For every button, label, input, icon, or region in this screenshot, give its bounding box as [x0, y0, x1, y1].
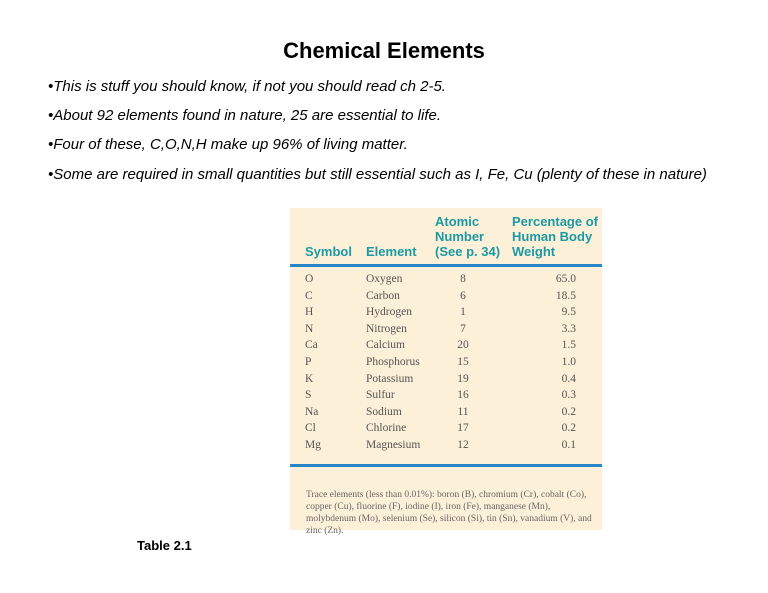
table-row [290, 356, 602, 372]
page-title: Chemical Elements [283, 38, 485, 63]
cell-symbol: H [305, 306, 314, 319]
table-row [290, 306, 602, 322]
cell-element: Nitrogen [366, 322, 407, 335]
cell-element: Carbon [366, 289, 400, 302]
bullet-4: •Some are required in small quantities but still essential such as I, Fe, Cu (plenty of these in nature) [48, 166, 707, 183]
header-rule [290, 264, 602, 267]
cell-percentage: 9.5 [561, 306, 576, 319]
cell-atomic-number: 17 [457, 422, 469, 435]
cell-atomic-number: 16 [457, 389, 469, 402]
cell-atomic-number: 11 [457, 405, 469, 418]
cell-percentage: 0.4 [561, 372, 576, 385]
cell-atomic-number: 20 [457, 339, 469, 352]
cell-element: Potassium [366, 372, 414, 385]
cell-symbol: Ca [305, 339, 318, 352]
cell-percentage: 0.3 [561, 389, 576, 402]
cell-percentage: 1.5 [561, 339, 576, 352]
footer-rule [290, 464, 602, 467]
table-row [290, 389, 602, 405]
cell-percentage: 1.0 [561, 356, 576, 368]
cell-element: Oxygen [366, 273, 403, 285]
cell-symbol: Na [305, 405, 319, 418]
bullet-1: •This is stuff you should know, if not you should read ch 2-5. [48, 78, 446, 95]
header-percentage: Percentage of Human Body Weight [512, 214, 598, 259]
table-row [290, 406, 602, 422]
cell-element: Calcium [366, 339, 405, 352]
cell-atomic-number: 12 [457, 439, 469, 451]
cell-percentage: 0.2 [561, 405, 576, 418]
cell-atomic-number: 19 [457, 372, 469, 385]
cell-symbol: Cl [305, 422, 316, 435]
cell-element: Magnesium [366, 439, 421, 451]
header-atomic-number: Atomic Number (See p. 34) [435, 214, 501, 259]
cell-percentage: 65.0 [555, 273, 576, 285]
cell-percentage: 0.1 [561, 439, 576, 451]
cell-element: Sulfur [366, 389, 395, 402]
cell-percentage: 3.3 [561, 322, 576, 335]
header-symbol: Symbol [305, 244, 352, 259]
table-row [290, 323, 602, 339]
cell-element: Phosphorus [366, 356, 420, 368]
bullet-3: •Four of these, C,O,N,H make up 96% of living matter. [48, 136, 408, 153]
table-row [290, 439, 602, 455]
cell-symbol: K [305, 372, 314, 385]
table-row [290, 373, 602, 389]
cell-percentage: 0.2 [561, 422, 576, 435]
cell-symbol: O [305, 273, 314, 285]
cell-atomic-number: 6 [460, 289, 466, 302]
cell-element: Sodium [366, 405, 402, 418]
table-row [290, 290, 602, 306]
table-caption: Table 2.1 [137, 538, 192, 553]
table-row [290, 422, 602, 438]
cell-atomic-number: 15 [457, 356, 469, 368]
cell-atomic-number: 7 [460, 322, 466, 335]
table-row [290, 273, 602, 289]
cell-element: Chlorine [366, 422, 407, 435]
cell-atomic-number: 1 [460, 306, 466, 319]
cell-symbol: S [305, 389, 312, 402]
cell-symbol: P [305, 356, 312, 368]
cell-symbol: Mg [305, 439, 321, 451]
cell-atomic-number: 8 [460, 273, 466, 285]
trace-elements-note: Trace elements (less than 0.01%): boron (B), chromium (Cr), cobalt (Co), copper (Cu), fluorine (F), iodine (I), iron (Fe), manganese (Mn), molybdenum (Mo), selenium (Se), silicon (Si), tin (Sn), vanadium (V), and zinc (Zn). [306, 490, 592, 536]
cell-symbol: C [305, 289, 313, 302]
bullet-2: •About 92 elements found in nature, 25 are essential to life. [48, 107, 442, 124]
cell-element: Hydrogen [366, 306, 412, 319]
cell-symbol: N [305, 322, 314, 335]
elements-table [290, 208, 602, 536]
cell-percentage: 18.5 [555, 289, 576, 302]
header-element: Element [366, 244, 417, 259]
table-row [290, 339, 602, 355]
